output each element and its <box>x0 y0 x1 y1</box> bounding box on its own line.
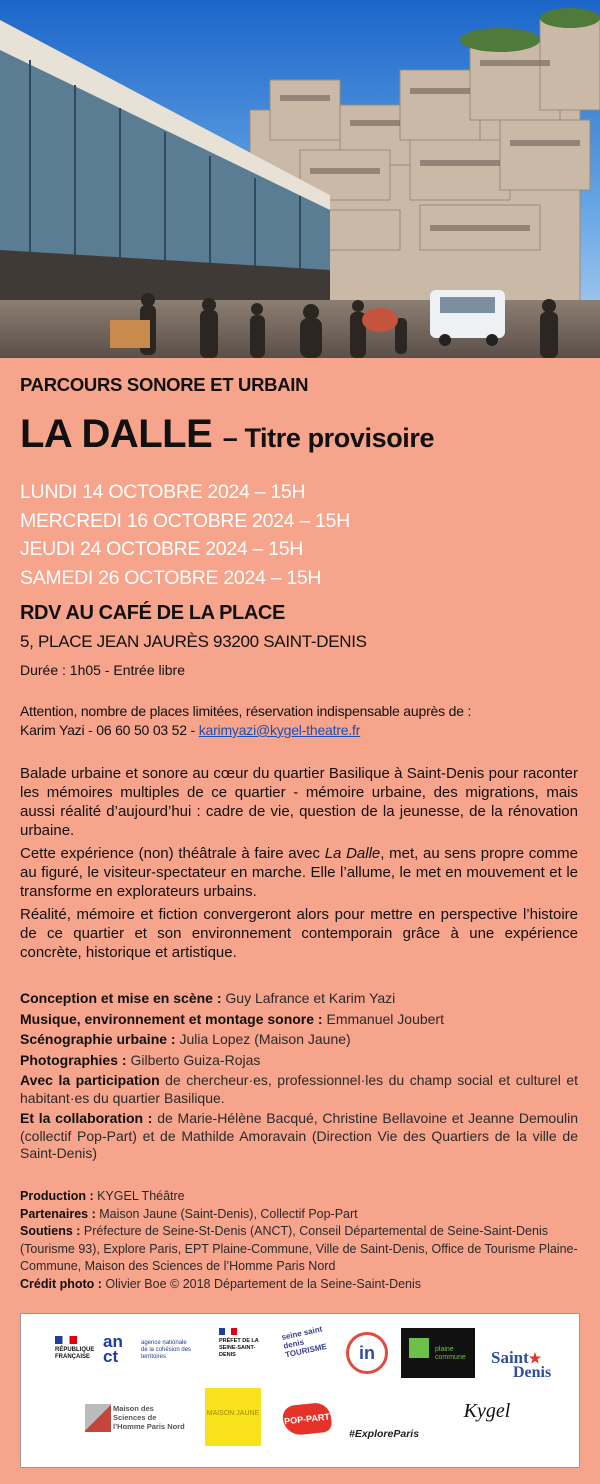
credit-line <box>20 1110 578 1163</box>
credit-line <box>20 1052 578 1070</box>
date-item: JEUDI 24 OCTOBRE 2024 – 15H <box>20 538 304 560</box>
msh-icon <box>85 1404 111 1432</box>
flag-icon <box>55 1336 77 1344</box>
booking-info <box>20 702 580 740</box>
logo-text: POP-PART <box>283 1411 331 1427</box>
logo-text: RÉPUBLIQUE FRANÇAISE <box>55 1347 95 1360</box>
contact-text: Karim Yazi - 06 60 50 03 52 - <box>20 722 199 738</box>
date-item: MERCREDI 16 OCTOBRE 2024 – 15H <box>20 509 350 532</box>
credit-value: de chercheur·es, professionnel·les du champ social et culturel et habitant·es du quartier Basilique. <box>20 1072 578 1106</box>
credit-line <box>20 1072 578 1107</box>
small-credit-line <box>20 1276 580 1294</box>
flag-icon <box>219 1328 237 1335</box>
logo-text: PRÉFET DE LA SEINE-SAINT-DENIS <box>219 1338 259 1358</box>
logo-text: in <box>359 1343 375 1363</box>
anct-logo <box>103 1334 193 1367</box>
description-paragraph: Réalité, mémoire et fiction convergeront alors pour mettre en perspective l’histoire de ce quartier et son environnement contemporain grâce à une expérience concrète, historique et artistique. <box>20 906 578 961</box>
date-item: SAMEDI 26 OCTOBRE 2024 – 15H <box>20 566 322 589</box>
event-title <box>20 412 434 457</box>
small-credits <box>20 1188 580 1293</box>
in-logo <box>346 1332 388 1374</box>
logo-text: MAISON JAUNE <box>206 1410 260 1417</box>
credits <box>20 990 578 1166</box>
credit-label: Photographies : <box>20 1051 127 1068</box>
logo-text: an ct <box>103 1332 123 1366</box>
credit-value: Emmanuel Joubert <box>322 1010 444 1027</box>
plaine-commune-logo <box>401 1328 475 1378</box>
saint-denis-logo <box>491 1348 571 1382</box>
description-emphasis: La Dalle <box>324 845 381 862</box>
small-credit-value: KYGEL Théâtre <box>93 1189 185 1203</box>
small-credit-value: Maison Jaune (Saint-Denis), Collectif Pop-Part <box>95 1206 358 1221</box>
hero-photo <box>0 0 600 358</box>
small-credit-label: Crédit photo : <box>20 1276 102 1291</box>
small-credit-line <box>20 1223 580 1276</box>
logo-text: agence nationale de la cohésion des territoires <box>141 1340 192 1360</box>
credit-value: Julia Lopez (Maison Jaune) <box>175 1031 351 1047</box>
logo-text: Denis <box>513 1364 552 1381</box>
logo-text: Saint <box>491 1348 529 1367</box>
date-list <box>20 478 350 592</box>
credit-line <box>20 990 578 1008</box>
prefet-logo <box>219 1328 265 1359</box>
venue-name: RDV AU CAFÉ DE LA PLACE <box>20 602 285 624</box>
credit-value: de Marie-Hélène Bacqué, Christine Bellavoine et Jeanne Demoulin (collectif Pop-Part) et de Mathilde Amoravain (Direction Vie des Quartiers de la ville de Saint-Denis) <box>20 1110 578 1161</box>
credit-label: Et la collaboration : <box>20 1110 153 1126</box>
title-main: LA DALLE <box>20 412 213 456</box>
white-van <box>430 290 505 346</box>
republique-francaise-logo <box>55 1336 97 1361</box>
credit-value: Gilberto Guiza-Rojas <box>126 1051 261 1068</box>
small-credit-value: Préfecture de Seine-St-Denis (ANCT), Conseil Départemental de Seine-Saint-Denis (Tourisme 93), Explore Paris, EPT Plaine-Commune, Ville de Saint-Denis, Office de Tourisme Plaine-Commune, Maison des Sciences de l’Homme Paris Nord <box>20 1224 578 1273</box>
description-paragraph: Balade urbaine et sonore au cœur du quartier Basilique à Saint-Denis pour raconter les mémoires multiples de ce quartier - mémoire urbaine, des migrations, mais aussi réalité d’aujourd’hui : cadre de vie, question de la jeunesse, de la rénovation urbaine. <box>20 765 578 839</box>
credit-label: Scénographie urbaine : <box>20 1031 176 1047</box>
credit-label: Avec la participation <box>20 1072 160 1088</box>
small-credit-label: Partenaires : <box>20 1206 96 1221</box>
small-credit-label: Production : <box>20 1189 94 1203</box>
kygel-logo <box>457 1400 517 1423</box>
date-item: LUNDI 14 OCTOBRE 2024 – 15H <box>20 481 306 503</box>
logo-text: Maison des Sciences de l’Homme Paris Nord <box>113 1404 185 1431</box>
description-paragraph <box>20 844 578 901</box>
small-credit-line <box>20 1188 580 1206</box>
booking-notice: Attention, nombre de places limitées, réservation indispensable auprès de : <box>20 703 472 719</box>
kicker: PARCOURS SONORE ET URBAIN <box>20 374 309 395</box>
credit-line <box>20 1031 578 1049</box>
credit-line <box>20 1011 578 1029</box>
maison-jaune-logo <box>205 1388 261 1446</box>
logo-text: plaine commune <box>435 1346 466 1361</box>
small-credit-line <box>20 1206 580 1224</box>
description-text: Cette expérience (non) théâtrale à faire avec <box>20 845 325 862</box>
logo-text: seine saint denis TOURISME <box>280 1324 328 1360</box>
title-subtitle: – Titre provisoire <box>222 423 435 453</box>
credit-value: Guy Lafrance et Karim Yazi <box>221 990 396 1006</box>
tourisme-93-logo <box>280 1324 329 1360</box>
explore-paris-logo <box>349 1424 445 1442</box>
small-credit-value: Olivier Boe © 2018 Département de la Seine-Saint-Denis <box>101 1276 422 1291</box>
logo-text: Kygel <box>463 1400 511 1422</box>
partner-logos <box>20 1313 580 1468</box>
small-credit-label: Soutiens : <box>20 1224 81 1238</box>
street-scene-illustration <box>0 0 600 358</box>
logo-text: #ExploreParis <box>349 1428 420 1440</box>
star-icon: ★ <box>528 1352 542 1367</box>
email-link[interactable]: karimyazi@kygel-theatre.fr <box>198 722 361 738</box>
credit-label: Musique, environnement et montage sonore : <box>20 1010 323 1027</box>
duration: Durée : 1h05 - Entrée libre <box>20 662 185 678</box>
msh-paris-nord-logo <box>85 1400 185 1440</box>
venue-address: 5, PLACE JEAN JAURÈS 93200 SAINT-DENIS <box>20 632 367 651</box>
description <box>20 764 578 966</box>
plaine-commune-icon <box>409 1338 429 1358</box>
description-text: , met, au sens propre comme au figuré, le visiteur-spectateur en marche. Elle l’allume, le met en mouvement et le transforme en explorateurs urbains. <box>20 845 578 900</box>
pop-part-logo <box>282 1402 333 1437</box>
credit-label: Conception et mise en scène : <box>20 990 222 1006</box>
booking-contact <box>20 721 580 740</box>
